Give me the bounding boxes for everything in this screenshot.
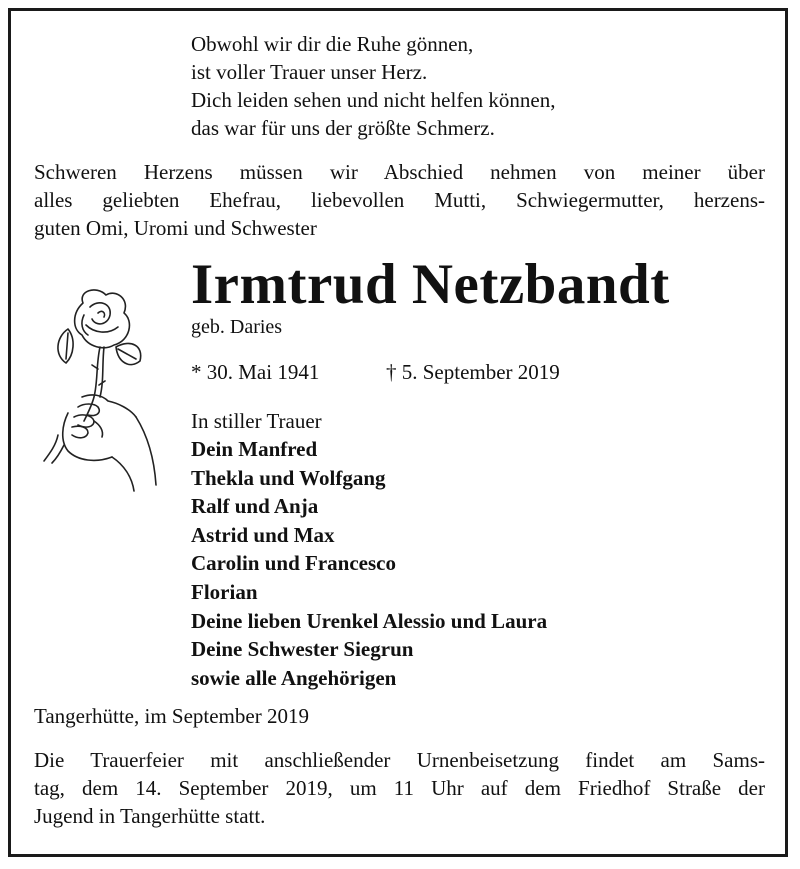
mourner: Ralf und Anja <box>191 494 319 519</box>
mourner: Thekla und Wolfgang <box>191 465 386 490</box>
mourning-label: In stiller Trauer <box>191 409 322 433</box>
mourner: Dein Manfred <box>191 437 318 461</box>
intro-line: guten Omi, Uromi und Schwester <box>34 216 317 240</box>
poem-line: ist voller Trauer unser Herz. <box>191 60 428 84</box>
funeral-line: Die Trauerfeier mit anschließender Urnenbeisetzung findet am Sams- <box>34 748 765 772</box>
funeral-line: tag, dem 14. September 2019, um 11 Uhr auf dem Friedhof Straße der <box>34 776 765 800</box>
mourner: Deine lieben Urenkel Alessio und Laura <box>191 608 548 633</box>
intro-line: alles geliebten Ehefrau, liebevollen Mutti, Schwiegermutter, herzens- <box>34 188 765 212</box>
poem-line: Obwohl wir dir die Ruhe gönnen, <box>191 32 474 56</box>
mourner: Carolin und Francesco <box>191 551 396 576</box>
mourner: sowie alle Angehörigen <box>191 665 397 690</box>
poem-line: Dich leiden sehen und nicht helfen können, <box>191 88 556 112</box>
maiden-name: geb. Daries <box>191 316 283 338</box>
poem <box>191 30 555 142</box>
poem-line: das war für uns der größte Schmerz. <box>191 116 495 140</box>
mourner: Florian <box>191 579 258 604</box>
place-date: Tangerhütte, im September 2019 <box>34 704 309 728</box>
deceased-name: Irmtrud Netzbandt <box>191 253 670 316</box>
birth-date: * 30. Mai 1941 <box>191 360 320 384</box>
funeral-info <box>34 746 765 830</box>
intro-text <box>34 158 765 242</box>
intro-line: Schweren Herzens müssen wir Abschied nehmen von meiner über <box>34 160 765 184</box>
death-date: † 5. September 2019 <box>386 360 560 384</box>
mourners-list <box>191 435 547 692</box>
mourner: Deine Schwester Siegrun <box>191 637 414 662</box>
hand-holding-rose-icon <box>38 285 178 497</box>
mourner: Astrid und Max <box>191 522 335 547</box>
funeral-line: Jugend in Tangerhütte statt. <box>34 804 266 828</box>
